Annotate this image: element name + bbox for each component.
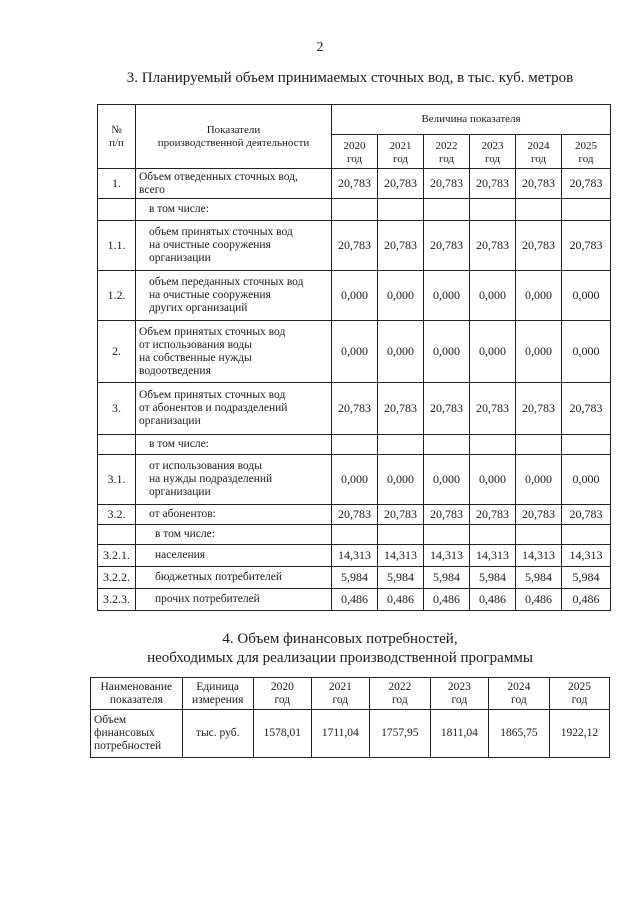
header-year-value: 2025 bbox=[575, 139, 598, 152]
row-value: 20,783 bbox=[470, 505, 516, 525]
fin-header-unit bbox=[182, 678, 253, 710]
row-value bbox=[332, 435, 378, 455]
row-value: 20,783 bbox=[516, 169, 562, 199]
row-value bbox=[470, 199, 516, 221]
row-value: 0,000 bbox=[378, 321, 424, 383]
fin-row-name bbox=[91, 710, 183, 758]
row-value bbox=[516, 435, 562, 455]
header-year-2 bbox=[424, 135, 470, 169]
fin-header-unit-line2: измерения bbox=[192, 693, 244, 706]
row-number: 3.1. bbox=[98, 455, 136, 505]
row-label: объем принятых сточных вод на очистные сооружения организации bbox=[136, 221, 332, 271]
table-row bbox=[98, 567, 611, 589]
row-value: 0,486 bbox=[516, 589, 562, 611]
row-value bbox=[516, 525, 562, 545]
row-value: 0,000 bbox=[516, 271, 562, 321]
table-row bbox=[98, 169, 611, 199]
row-value: 20,783 bbox=[470, 169, 516, 199]
header-year-value: 2022 bbox=[435, 139, 458, 152]
row-number: 2. bbox=[98, 321, 136, 383]
row-number: 1.2. bbox=[98, 271, 136, 321]
table-row bbox=[98, 383, 611, 435]
row-value: 0,486 bbox=[424, 589, 470, 611]
fin-year-value: 2022 bbox=[388, 680, 412, 693]
row-value bbox=[424, 199, 470, 221]
fin-row-name-line2: финансовых bbox=[94, 727, 155, 739]
row-label: населения bbox=[136, 545, 332, 567]
table-row bbox=[98, 455, 611, 505]
row-value: 0,486 bbox=[378, 589, 424, 611]
row-value bbox=[562, 435, 611, 455]
row-value bbox=[424, 435, 470, 455]
row-number: 3.2. bbox=[98, 505, 136, 525]
fin-header-name-line2: показателя bbox=[109, 693, 163, 706]
fin-row-name-line3: потребностей bbox=[94, 740, 162, 752]
row-value: 20,783 bbox=[378, 505, 424, 525]
row-value bbox=[470, 525, 516, 545]
row-value: 14,313 bbox=[470, 545, 516, 567]
fin-year-suffix: год bbox=[571, 693, 588, 706]
row-value: 20,783 bbox=[424, 221, 470, 271]
fin-header-unit-line1: Единица bbox=[196, 680, 239, 693]
row-label: объем переданных сточных вод на очистные сооружения других организаций bbox=[136, 271, 332, 321]
row-value: 20,783 bbox=[470, 383, 516, 435]
table-row bbox=[98, 221, 611, 271]
row-value: 20,783 bbox=[378, 169, 424, 199]
row-value bbox=[378, 199, 424, 221]
header-num-line1: № bbox=[111, 123, 122, 136]
row-value: 0,486 bbox=[470, 589, 516, 611]
row-value bbox=[516, 199, 562, 221]
row-number bbox=[98, 435, 136, 455]
section-4-title bbox=[80, 630, 600, 668]
fin-header-year-1 bbox=[311, 678, 369, 710]
row-value: 5,984 bbox=[424, 567, 470, 589]
row-value: 20,783 bbox=[516, 505, 562, 525]
row-value: 0,000 bbox=[424, 455, 470, 505]
fin-value: 1922,12 bbox=[549, 710, 609, 758]
row-value: 0,000 bbox=[470, 271, 516, 321]
row-value: 20,783 bbox=[332, 169, 378, 199]
row-value: 0,000 bbox=[332, 321, 378, 383]
row-value: 20,783 bbox=[424, 169, 470, 199]
row-number: 3.2.1. bbox=[98, 545, 136, 567]
header-year-suffix: год bbox=[578, 152, 594, 165]
header-value: Величина показателя bbox=[332, 105, 611, 135]
fin-year-suffix: год bbox=[511, 693, 527, 706]
row-value: 0,486 bbox=[332, 589, 378, 611]
header-year-value: 2020 bbox=[343, 139, 366, 152]
row-value: 14,313 bbox=[332, 545, 378, 567]
row-value: 0,000 bbox=[562, 455, 611, 505]
row-value bbox=[332, 525, 378, 545]
row-number: 3. bbox=[98, 383, 136, 435]
row-value: 0,000 bbox=[562, 271, 611, 321]
row-value: 0,000 bbox=[378, 455, 424, 505]
row-label: в том числе: bbox=[136, 199, 332, 221]
row-label: Объем принятых сточных вод от использования воды на собственные нужды водоотведения bbox=[136, 321, 332, 383]
fin-header-year-0 bbox=[253, 678, 311, 710]
row-value: 0,000 bbox=[562, 321, 611, 383]
row-number: 1.1. bbox=[98, 221, 136, 271]
section-3-title: 3. Планируемый объем принимаемых сточных вод, в тыс. куб. метров bbox=[126, 70, 574, 86]
table-row bbox=[98, 589, 611, 611]
row-label: бюджетных потребителей bbox=[136, 567, 332, 589]
page-number: 2 bbox=[316, 40, 324, 55]
table-row bbox=[98, 271, 611, 321]
row-number: 1. bbox=[98, 169, 136, 199]
row-label: от абонентов: bbox=[136, 505, 332, 525]
row-value: 20,783 bbox=[470, 221, 516, 271]
row-value bbox=[424, 525, 470, 545]
section-4-title-line2: необходимых для реализации производственной программы bbox=[147, 650, 533, 666]
row-value: 0,000 bbox=[378, 271, 424, 321]
row-value: 14,313 bbox=[516, 545, 562, 567]
header-year-value: 2023 bbox=[481, 139, 504, 152]
table-row bbox=[98, 199, 611, 221]
header-num-line2: п/п bbox=[109, 136, 124, 149]
fin-header-year-5 bbox=[549, 678, 609, 710]
header-indicator-line1: Показатели bbox=[206, 123, 261, 136]
row-value: 20,783 bbox=[516, 383, 562, 435]
row-value: 5,984 bbox=[378, 567, 424, 589]
header-year-1 bbox=[378, 135, 424, 169]
fin-row-name-line1: Объем bbox=[94, 714, 127, 726]
fin-header-year-2 bbox=[369, 678, 430, 710]
fin-header-year-4 bbox=[488, 678, 549, 710]
header-num bbox=[98, 105, 136, 169]
header-year-value: 2021 bbox=[389, 139, 412, 152]
header-year-3 bbox=[470, 135, 516, 169]
row-value: 20,783 bbox=[332, 221, 378, 271]
row-number bbox=[98, 199, 136, 221]
row-value: 20,783 bbox=[562, 169, 611, 199]
fin-header-year-3 bbox=[430, 678, 488, 710]
row-value: 20,783 bbox=[378, 221, 424, 271]
fin-year-value: 2025 bbox=[567, 680, 591, 693]
header-year-5 bbox=[562, 135, 611, 169]
row-value: 5,984 bbox=[562, 567, 611, 589]
row-value: 5,984 bbox=[332, 567, 378, 589]
fin-value: 1578,01 bbox=[253, 710, 311, 758]
header-year-4 bbox=[516, 135, 562, 169]
table-row bbox=[98, 435, 611, 455]
fin-year-value: 2024 bbox=[507, 680, 531, 693]
header-indicator bbox=[136, 105, 332, 169]
row-value: 20,783 bbox=[332, 383, 378, 435]
header-year-suffix: год bbox=[484, 152, 501, 165]
fin-year-suffix: год bbox=[451, 693, 468, 706]
header-year-suffix: год bbox=[530, 152, 547, 165]
row-value: 0,000 bbox=[332, 455, 378, 505]
row-value: 20,783 bbox=[562, 383, 611, 435]
row-value: 0,486 bbox=[562, 589, 611, 611]
row-number: 3.2.2. bbox=[98, 567, 136, 589]
row-value: 0,000 bbox=[332, 271, 378, 321]
row-value bbox=[562, 199, 611, 221]
fin-year-value: 2021 bbox=[328, 680, 352, 693]
fin-value: 1757,95 bbox=[369, 710, 430, 758]
row-value: 0,000 bbox=[424, 271, 470, 321]
header-year-value: 2024 bbox=[527, 139, 550, 152]
row-label: Объем отведенных сточных вод, всего bbox=[136, 169, 332, 199]
row-value: 14,313 bbox=[378, 545, 424, 567]
row-value: 0,000 bbox=[424, 321, 470, 383]
fin-year-value: 2020 bbox=[270, 680, 294, 693]
wastewater-volume-table bbox=[97, 104, 611, 611]
row-value: 14,313 bbox=[424, 545, 470, 567]
table-row bbox=[98, 505, 611, 525]
row-value: 0,000 bbox=[470, 455, 516, 505]
header-year-suffix: год bbox=[392, 152, 409, 165]
fin-header-name bbox=[91, 678, 183, 710]
table-row bbox=[98, 525, 611, 545]
row-value: 0,000 bbox=[470, 321, 516, 383]
fin-value: 1711,04 bbox=[311, 710, 369, 758]
row-label: Объем принятых сточных вод от абонентов и подразделений организации bbox=[136, 383, 332, 435]
row-value: 20,783 bbox=[562, 505, 611, 525]
row-value bbox=[562, 525, 611, 545]
row-value: 0,000 bbox=[516, 455, 562, 505]
row-value: 20,783 bbox=[516, 221, 562, 271]
row-label: в том числе: bbox=[136, 435, 332, 455]
row-value: 20,783 bbox=[424, 383, 470, 435]
row-label: в том числе: bbox=[136, 525, 332, 545]
fin-year-suffix: год bbox=[391, 693, 408, 706]
section-4-title-line1: 4. Объем финансовых потребностей, bbox=[222, 631, 458, 647]
row-value: 0,000 bbox=[516, 321, 562, 383]
fin-year-suffix: год bbox=[332, 693, 349, 706]
header-year-suffix: год bbox=[438, 152, 455, 165]
fin-header-name-line1: Наименование bbox=[100, 680, 173, 693]
fin-value: 1811,04 bbox=[430, 710, 488, 758]
fin-row-unit: тыс. руб. bbox=[182, 710, 253, 758]
row-value: 14,313 bbox=[562, 545, 611, 567]
row-value: 5,984 bbox=[516, 567, 562, 589]
header-year-suffix: год bbox=[346, 152, 363, 165]
row-value bbox=[470, 435, 516, 455]
row-value: 20,783 bbox=[562, 221, 611, 271]
fin-year-suffix: год bbox=[274, 693, 291, 706]
table-row bbox=[98, 545, 611, 567]
table-row bbox=[98, 321, 611, 383]
financial-needs-table bbox=[90, 677, 610, 758]
fin-year-value: 2023 bbox=[447, 680, 471, 693]
row-number: 3.2.3. bbox=[98, 589, 136, 611]
row-value: 20,783 bbox=[378, 383, 424, 435]
row-label: от использования воды на нужды подразделений организации bbox=[136, 455, 332, 505]
row-value bbox=[332, 199, 378, 221]
fin-value: 1865,75 bbox=[488, 710, 549, 758]
header-year-0 bbox=[332, 135, 378, 169]
row-value bbox=[378, 435, 424, 455]
row-value: 5,984 bbox=[470, 567, 516, 589]
row-value: 20,783 bbox=[424, 505, 470, 525]
row-value: 20,783 bbox=[332, 505, 378, 525]
header-indicator-line2: производственной деятельности bbox=[157, 136, 310, 149]
row-value bbox=[378, 525, 424, 545]
row-label: прочих потребителей bbox=[136, 589, 332, 611]
row-number bbox=[98, 525, 136, 545]
